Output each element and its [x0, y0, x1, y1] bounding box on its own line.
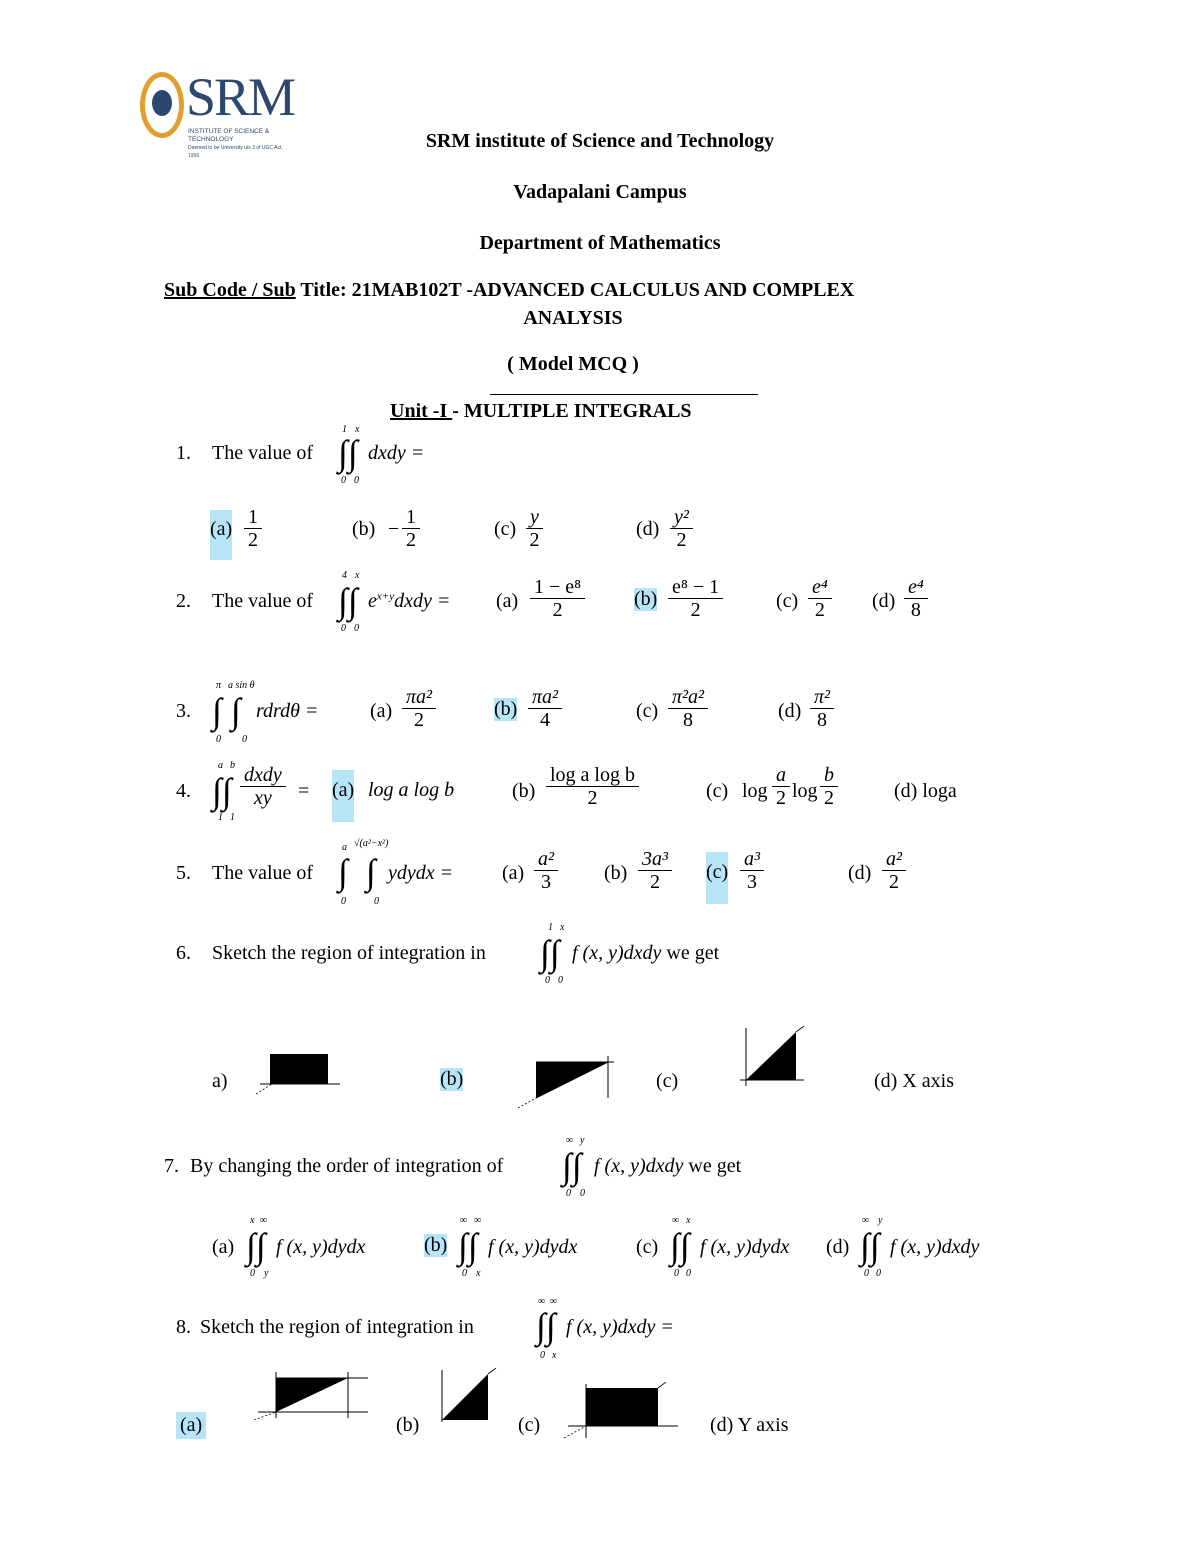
lower-limit: x: [552, 1350, 557, 1361]
integrand: [594, 1155, 741, 1178]
question-number: 8.: [176, 1316, 191, 1338]
upper-limit: ∞: [566, 1135, 574, 1146]
denominator: 2: [824, 787, 834, 809]
lower-limit: 0: [580, 1188, 585, 1199]
numerator: b: [820, 764, 838, 787]
option-d: (d): [778, 700, 802, 722]
option-a-fraction: [402, 686, 436, 731]
option-c-fraction-2: [820, 764, 838, 809]
minus-sign: −: [388, 518, 400, 540]
lower-limit: x: [476, 1268, 481, 1279]
lower-limit: 0: [341, 896, 346, 907]
option-integrand: f (x, y)dxdy: [890, 1236, 980, 1258]
option-label: (a): [212, 1236, 235, 1258]
upper-limit: ∞: [538, 1296, 546, 1307]
question-tail: we get: [688, 1155, 742, 1177]
option-a: a): [212, 1070, 228, 1092]
integrand: [368, 590, 450, 613]
region-sketch-b-icon: [518, 1052, 618, 1110]
double-integral-icon: ∫∫: [246, 1226, 266, 1266]
upper-limit: ∞: [862, 1215, 870, 1226]
option-label: (d): [894, 780, 918, 802]
question-number: 2.: [176, 590, 191, 612]
question-number: 4.: [176, 780, 191, 802]
denominator: 2: [650, 871, 660, 893]
region-sketch-a-icon: [256, 1048, 344, 1096]
option-label: (b): [424, 1234, 448, 1256]
question-text: By changing the order of integration of: [190, 1155, 504, 1177]
upper-limit: π: [216, 680, 222, 691]
model-mcq: ( Model MCQ ): [507, 353, 639, 375]
integrand: ydydx =: [388, 862, 454, 884]
denominator: 3: [541, 871, 551, 893]
upper-limit: x: [560, 922, 565, 933]
upper-limit: ∞: [672, 1215, 680, 1226]
double-integral-icon: ∫∫: [338, 433, 358, 473]
upper-limit: 4: [342, 570, 347, 581]
integrand: [572, 942, 719, 965]
lower-limit: 0: [216, 734, 221, 745]
lower-limit: y: [264, 1268, 269, 1279]
numerator: 1 − e⁸: [530, 576, 585, 599]
lower-limit: 0: [462, 1268, 467, 1279]
option-b-fraction: [546, 764, 639, 809]
subject-prefix: Sub Code / Sub: [164, 279, 296, 301]
upper-limit: x: [250, 1215, 255, 1226]
double-integral-icon: ∫∫: [540, 933, 560, 973]
subject-line-2: ANALYSIS: [523, 307, 623, 329]
option-a-fraction: [530, 576, 585, 621]
option-b-fraction: [638, 848, 672, 893]
denominator: 3: [747, 871, 757, 893]
integrand: f (x, y)dxdy =: [566, 1316, 674, 1338]
option-d: [894, 780, 957, 803]
region-sketch-b-icon: [436, 1368, 498, 1424]
integrand: rdrdθ =: [256, 700, 319, 722]
question-number: 3.: [176, 700, 191, 722]
integrand-tail: dxdy =: [394, 590, 451, 612]
lower-limit: 0: [250, 1268, 255, 1279]
question-text: The value of: [212, 590, 314, 612]
option-c: (c): [636, 700, 659, 722]
option-a-fraction: [244, 506, 262, 551]
upper-limit: b: [230, 760, 235, 771]
upper-limit: ∞: [460, 1215, 468, 1226]
institute-title: SRM institute of Science and Technology: [425, 130, 775, 152]
option-b: (b): [352, 518, 376, 540]
option-a-fraction: [534, 848, 558, 893]
option-b: (b): [512, 780, 536, 802]
option-d-fraction: [882, 848, 906, 893]
double-integral-icon: ∫∫: [670, 1226, 690, 1266]
department-title: Department of Mathematics: [479, 232, 721, 254]
option-c: (c): [656, 1070, 679, 1092]
lower-limit: 0: [686, 1268, 691, 1279]
double-integral-icon: ∫∫: [212, 771, 232, 811]
denominator: 8: [683, 709, 693, 731]
upper-limit: a sin θ: [228, 680, 255, 691]
question-text: Sketch the region of integration in: [200, 1316, 474, 1338]
lower-limit: 0: [864, 1268, 869, 1279]
option-integrand: f (x, y)dydx: [488, 1236, 578, 1258]
denominator: 8: [910, 599, 921, 621]
lower-limit: 0: [674, 1268, 679, 1279]
denominator: 2: [690, 599, 701, 621]
question-number: 5.: [176, 862, 191, 884]
question-text: The value of: [212, 442, 314, 464]
denominator: 2: [814, 599, 825, 621]
option-b-fraction: [528, 686, 562, 731]
region-sketch-a-icon: [254, 1372, 372, 1422]
denominator: 2: [776, 787, 786, 809]
option-d: (d): [872, 590, 896, 612]
log-text: log: [742, 780, 768, 802]
option-a: (a): [496, 590, 519, 612]
question-number: 6.: [176, 942, 191, 964]
log-text: log: [792, 780, 818, 802]
denominator: 2: [406, 529, 416, 551]
numerator: y: [526, 506, 543, 529]
lower-limit: 0: [374, 896, 379, 907]
option-b-correct: (b): [440, 1068, 464, 1090]
lower-limit: 0: [341, 475, 346, 486]
logo-text: SRM: [186, 67, 295, 127]
numerator: a²: [882, 848, 906, 871]
numerator: e⁴: [808, 576, 832, 599]
option-d: (d) Y axis: [710, 1414, 789, 1436]
denominator: 2: [676, 529, 687, 551]
upper-limit: y: [580, 1135, 585, 1146]
lower-limit: 1: [230, 812, 235, 823]
denominator: 2: [529, 529, 540, 551]
region-sketch-c-icon: [738, 1024, 808, 1088]
upper-limit: ∞: [260, 1215, 268, 1226]
option-a-text: log a log b: [368, 779, 455, 801]
upper-limit: 1: [548, 922, 553, 933]
option-label: (c): [636, 1236, 659, 1258]
lower-limit: 1: [218, 812, 223, 823]
upper-limit: ∞: [474, 1215, 482, 1226]
equals-sign: =: [298, 780, 310, 802]
denominator: xy: [240, 786, 286, 809]
double-integral-icon: ∫∫: [536, 1306, 556, 1346]
exponent: x+y: [376, 590, 395, 603]
numerator: dxdy: [244, 764, 282, 786]
option-d-fraction: [904, 576, 928, 621]
denominator: 2: [248, 529, 258, 551]
option-b: (b): [604, 862, 628, 884]
option-d-fraction: [670, 506, 693, 551]
question-text: The value of: [212, 862, 314, 884]
upper-limit: ∞: [550, 1296, 558, 1307]
option-c-fraction-1: [772, 764, 790, 809]
integrand-expr: f (x, y)dxdy: [594, 1155, 684, 1177]
integrand-base: e: [368, 590, 377, 612]
question-number: 7.: [164, 1155, 179, 1177]
option-c: (c): [776, 590, 799, 612]
numerator: πa²: [402, 686, 436, 709]
option-a: (a): [370, 700, 393, 722]
numerator: log a log b: [546, 764, 639, 787]
integrand-fraction: [240, 764, 286, 809]
double-integral-icon: ∫∫: [338, 581, 358, 621]
option-b-fraction: [402, 506, 420, 551]
upper-limit: a: [342, 842, 347, 853]
option-label: (d): [826, 1236, 850, 1258]
double-integral-icon: ∫∫: [458, 1226, 478, 1266]
option-b-fraction: [668, 576, 723, 621]
unit-overline: [490, 394, 758, 395]
region-sketch-c-icon: [564, 1382, 682, 1440]
upper-limit: x: [355, 424, 360, 435]
numerator: a: [772, 764, 790, 787]
option-c: (c): [706, 780, 729, 802]
subject-title: Title: 21MAB102T -ADVANCED CALCULUS AND COMPLEX: [295, 279, 855, 301]
numerator: a³: [740, 848, 764, 871]
numerator: π²: [810, 686, 834, 709]
numerator: 1: [244, 506, 262, 529]
lower-limit: 0: [242, 734, 247, 745]
option-c: (c): [518, 1414, 541, 1436]
denominator: 2: [889, 871, 899, 893]
question-text: Sketch the region of integration in: [212, 942, 486, 964]
question-tail: we get: [666, 942, 720, 964]
lower-limit: 0: [545, 975, 550, 986]
option-d-fraction: [810, 686, 834, 731]
option-c-correct: (c): [706, 852, 728, 904]
double-integral-icon: ∫ ∫: [338, 852, 376, 892]
option-c: (c): [494, 518, 517, 540]
lower-limit: 0: [566, 1188, 571, 1199]
unit-title: - MULTIPLE INTEGRALS: [452, 400, 692, 422]
option-d: (d): [848, 862, 872, 884]
option-a-correct: (a): [176, 1412, 206, 1439]
lower-limit: 0: [558, 975, 563, 986]
denominator: 2: [414, 709, 424, 731]
numerator: e⁸ − 1: [668, 576, 723, 599]
double-integral-icon: ∫∫: [860, 1226, 880, 1266]
lower-limit: 0: [540, 1350, 545, 1361]
option-d: (d): [636, 518, 660, 540]
option-b: (b): [396, 1414, 420, 1436]
integrand-expr: f (x, y)dxdy: [572, 942, 662, 964]
option-c-fraction: [526, 506, 543, 551]
double-integral-icon: ∫ ∫: [212, 691, 241, 731]
upper-limit: √(a²−x²): [354, 838, 389, 849]
upper-limit: y: [878, 1215, 883, 1226]
subject-line: [164, 279, 854, 302]
option-integrand: f (x, y)dydx: [276, 1236, 366, 1258]
upper-limit: a: [218, 760, 223, 771]
option-c-fraction: [808, 576, 832, 621]
lower-limit: 0: [341, 623, 346, 634]
option-b-correct: (b): [494, 698, 518, 720]
lower-limit: 0: [354, 623, 359, 634]
option-a-correct: (a): [210, 510, 232, 560]
numerator: πa²: [528, 686, 562, 709]
campus-title: Vadapalani Campus: [513, 181, 687, 203]
option-integrand: f (x, y)dydx: [700, 1236, 790, 1258]
integrand: dxdy =: [368, 442, 425, 464]
option-c-fraction: [668, 686, 708, 731]
denominator: 2: [587, 787, 598, 809]
numerator: e⁴: [904, 576, 928, 599]
denominator: 4: [540, 709, 550, 731]
option-d: (d) X axis: [874, 1070, 954, 1092]
option-c-fraction: [740, 848, 764, 893]
numerator: π²a²: [668, 686, 708, 709]
numerator: 3a³: [638, 848, 672, 871]
question-number: 1.: [176, 442, 191, 464]
upper-limit: x: [686, 1215, 691, 1226]
denominator: 2: [552, 599, 563, 621]
unit-heading: [390, 400, 692, 423]
logo-subtitle: INSTITUTE OF SCIENCE & TECHNOLOGY Deemed to be University u/s 3 of UGC Act, 1956: [188, 128, 283, 159]
unit-label: Unit -I: [390, 400, 453, 422]
upper-limit: x: [355, 570, 360, 581]
option-a: (a): [502, 862, 525, 884]
double-integral-icon: ∫∫: [562, 1146, 582, 1186]
upper-limit: 1: [342, 424, 347, 435]
logo-emblem-core: [152, 90, 172, 116]
denominator: 8: [817, 709, 827, 731]
lower-limit: 0: [876, 1268, 881, 1279]
numerator: 1: [402, 506, 420, 529]
option-a-correct: (a): [332, 770, 354, 822]
option-b-correct: (b): [634, 588, 658, 610]
numerator: a²: [534, 848, 558, 871]
lower-limit: 0: [354, 475, 359, 486]
option-text: loga: [922, 780, 957, 802]
numerator: y²: [670, 506, 693, 529]
